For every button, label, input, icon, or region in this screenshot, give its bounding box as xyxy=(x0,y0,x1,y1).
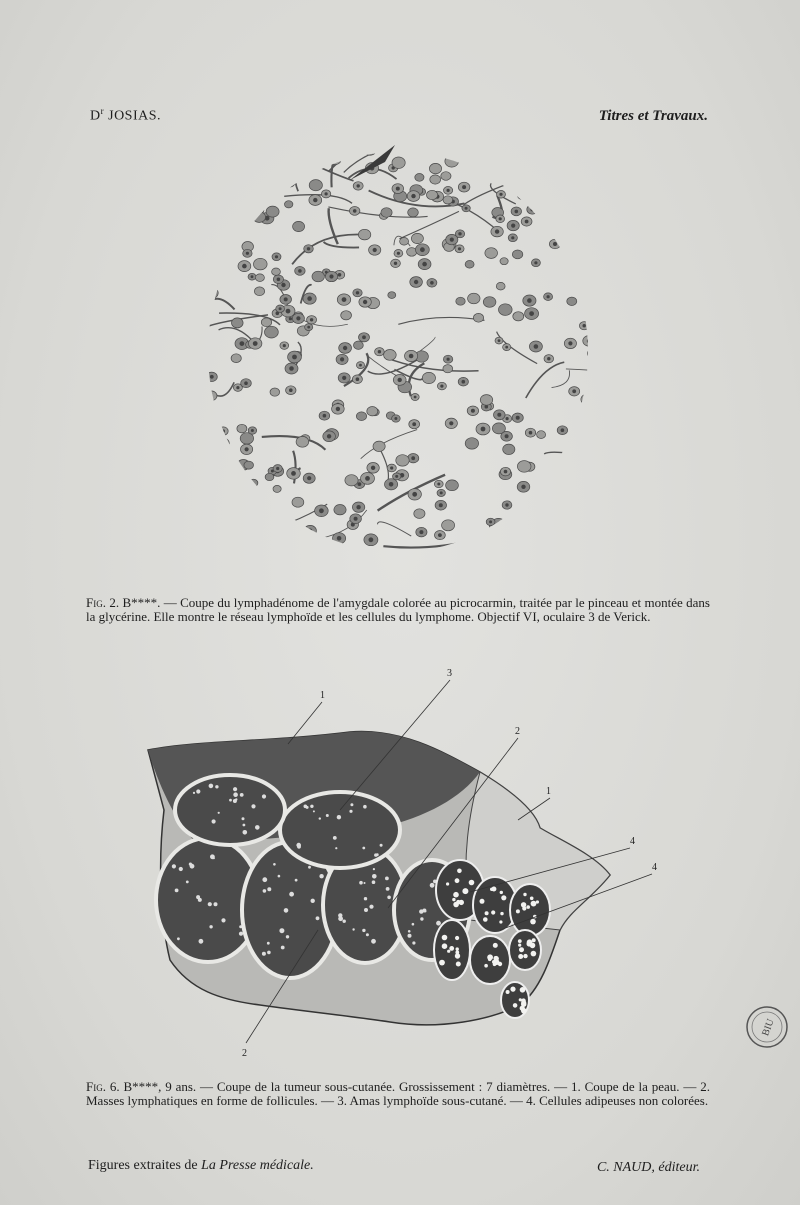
author-name: JOSIAS. xyxy=(108,108,162,124)
callout-4-lower: 4 xyxy=(652,862,657,873)
footer-journal: La Presse médicale. xyxy=(201,1158,314,1173)
publisher-role: éditeur. xyxy=(658,1160,700,1175)
library-stamp xyxy=(744,1004,790,1050)
footer-source-prefix: Figures extraites de xyxy=(88,1158,198,1173)
figure-6-caption-text: B****, 9 ans. — Coupe de la tumeur sous-cutanée. Grossissement : 7 diamètres. — 1. Coupe de la peau. — 2. Masses lymphatiques en forme de follicules. — 3. Amas lymphoïde sous-cutané. — 4. Cellules adipeuses non colorées. xyxy=(86,1079,710,1108)
figure-6-illustration xyxy=(140,660,670,1060)
figure-2-caption-text: B****. — Coupe du lymphadénome de l'amygdale colorée au picrocarmin, traitée par le pinceau et montée dans la glycérine. Elle montre le réseau lymphoïde et les cellules du lymphome. Objectif VI, oculaire 3 de Verick. xyxy=(86,595,710,624)
callout-1-top: 1 xyxy=(320,690,325,701)
running-header-author xyxy=(90,106,161,125)
svg-text:BIU: BIU xyxy=(760,1017,777,1038)
callout-4-upper: 4 xyxy=(630,836,635,847)
callout-2-top: 2 xyxy=(515,726,520,737)
publisher-name: C. NAUD, xyxy=(596,1160,655,1175)
figure-6-caption xyxy=(86,1080,710,1108)
figure-2-label: Fig. 2. xyxy=(86,595,120,610)
figure-6-label: Fig. 6. xyxy=(86,1079,120,1094)
author-prefix: D xyxy=(90,108,101,124)
running-header-title: Titres et Travaux. xyxy=(598,108,708,124)
figure-2-illustration xyxy=(200,140,600,560)
callout-2-bottom: 2 xyxy=(242,1048,247,1059)
author-suffix: r xyxy=(100,106,105,116)
footer-publisher xyxy=(597,1160,700,1176)
callout-3: 3 xyxy=(447,668,452,679)
footer-source xyxy=(88,1158,314,1174)
figure-2-caption xyxy=(86,596,710,624)
callout-1-right: 1 xyxy=(546,786,551,797)
